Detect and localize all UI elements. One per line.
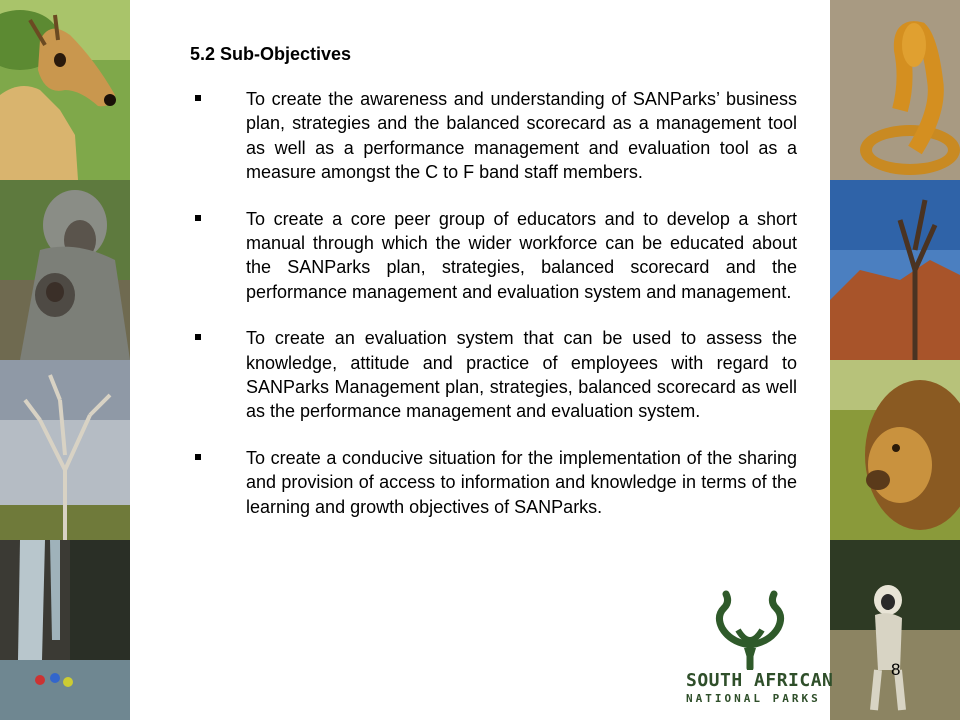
square-bullet-icon <box>195 334 201 340</box>
lion-photo <box>830 360 960 540</box>
antelope-photo <box>0 0 130 180</box>
objective-text: To create an evaluation system that can be used to assess the knowledge, attitude and practice of employees with regard to SANParks Management plan, strategies, balanced scorecard as well as the performance management and evaluation system. <box>246 328 797 422</box>
objective-text: To create the awareness and understanding of SANParks’ business plan, strategies and the balanced scorecard as a management tool as well as a performance management and evaluation tool as a measure amongst the C to F band staff members. <box>246 89 797 183</box>
square-bullet-icon <box>195 454 201 460</box>
objective-item <box>190 87 797 185</box>
objective-item <box>190 326 797 424</box>
objective-item <box>190 207 797 305</box>
objective-item <box>190 446 797 519</box>
cobra-photo <box>830 0 960 180</box>
desert-tree-photo <box>830 180 960 360</box>
slide-content <box>190 44 797 541</box>
page-number: 8 <box>891 660 901 679</box>
baboon-photo <box>0 180 130 360</box>
waterfall-photo <box>0 540 130 720</box>
vervet-monkey-photo <box>830 540 960 720</box>
right-photo-strip <box>830 0 960 720</box>
kudu-horns-icon <box>680 590 832 670</box>
square-bullet-icon <box>195 95 201 101</box>
objective-text: To create a core peer group of educators and to develop a short manual through which the wider workforce can be educated about the SANParks plan, strategies, balanced scorecard and the performance management and evaluation system and management. <box>246 208 797 302</box>
sanparks-logo <box>680 590 832 712</box>
square-bullet-icon <box>195 215 201 221</box>
left-photo-strip <box>0 0 130 720</box>
objective-text: To create a conducive situation for the implementation of the sharing and provision of access to information and knowledge in terms of the learning and growth objectives of SANParks. <box>246 447 797 517</box>
logo-text-line2: NATIONAL PARKS <box>686 692 821 705</box>
slide-heading: 5.2 Sub-Objectives <box>190 44 352 64</box>
dead-tree-photo <box>0 360 130 540</box>
logo-text-line1: SOUTH AFRICAN <box>686 670 834 691</box>
